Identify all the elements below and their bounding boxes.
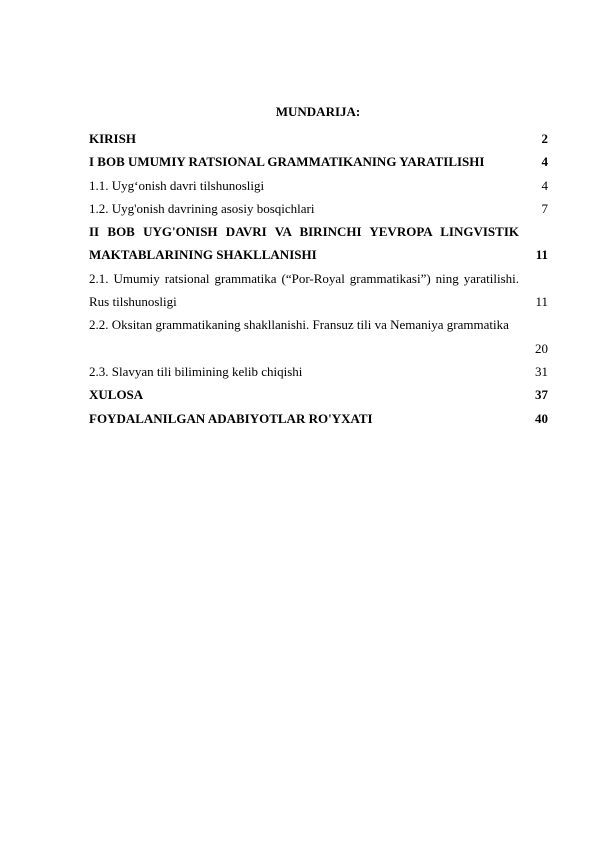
toc-entry-title: I BOB UMUMIY RATSIONAL GRAMMATIKANING YARATILISHI [89,154,485,170]
toc-entry-section-1-2 [89,197,548,220]
toc-entry-title: 1.1. Uyg‘onish davri tilshunosligi [89,177,265,193]
toc-entry-title: 2.1. Umumiy ratsional grammatika (“Por-Royal grammatikasi”) ning yaratilishi. Rus tilshunosligi [89,270,519,310]
toc-entry-section-2-1 [89,267,548,314]
toc-entry-section-2-3 [89,360,548,383]
toc-entry-section-2-2 [89,313,548,360]
toc-entry-page: 37 [535,387,548,403]
toc-entry-title: FOYDALANILGAN ADABIYOTLAR RO'YXATI [89,410,373,426]
table-of-contents [89,127,548,430]
toc-entry-page: 11 [535,247,548,263]
toc-entry-page: 31 [535,363,548,379]
toc-entry-section-1-1 [89,174,548,197]
toc-entry-title: 1.2. Uyg'onish davrining asosiy bosqichlari [89,200,315,216]
toc-entry-title: II BOB UYG'ONISH DAVRI VA BIRINCHI YEVROPA LINGVISTIK MAKTABLARINING SHAKLLANISHI [89,224,519,263]
toc-entry-title: KIRISH [89,131,136,146]
toc-entry-page: 2 [541,131,548,146]
page-title: MUNDARIJA: [275,104,361,119]
toc-entry-xulosa [89,383,548,406]
toc-entry-page: 4 [541,177,548,193]
toc-entry-page: 11 [535,294,548,310]
toc-entry-references [89,407,548,430]
toc-entry-kirish [89,127,548,150]
toc-entry-page: 7 [541,200,548,216]
toc-entry-chapter-1 [89,150,548,173]
toc-entry-title: 2.3. Slavyan tili bilimining kelib chiqishi [89,363,303,379]
toc-entry-chapter-2 [89,220,548,267]
toc-entry-page: 40 [535,410,548,426]
toc-entry-page: 4 [541,154,548,170]
toc-entry-title: 2.2. Oksitan grammatikaning shakllanishi. Fransuz tili va Nemaniya grammatika [89,317,509,333]
toc-entry-page: 20 [535,340,548,356]
toc-entry-title: XULOSA [89,387,144,403]
